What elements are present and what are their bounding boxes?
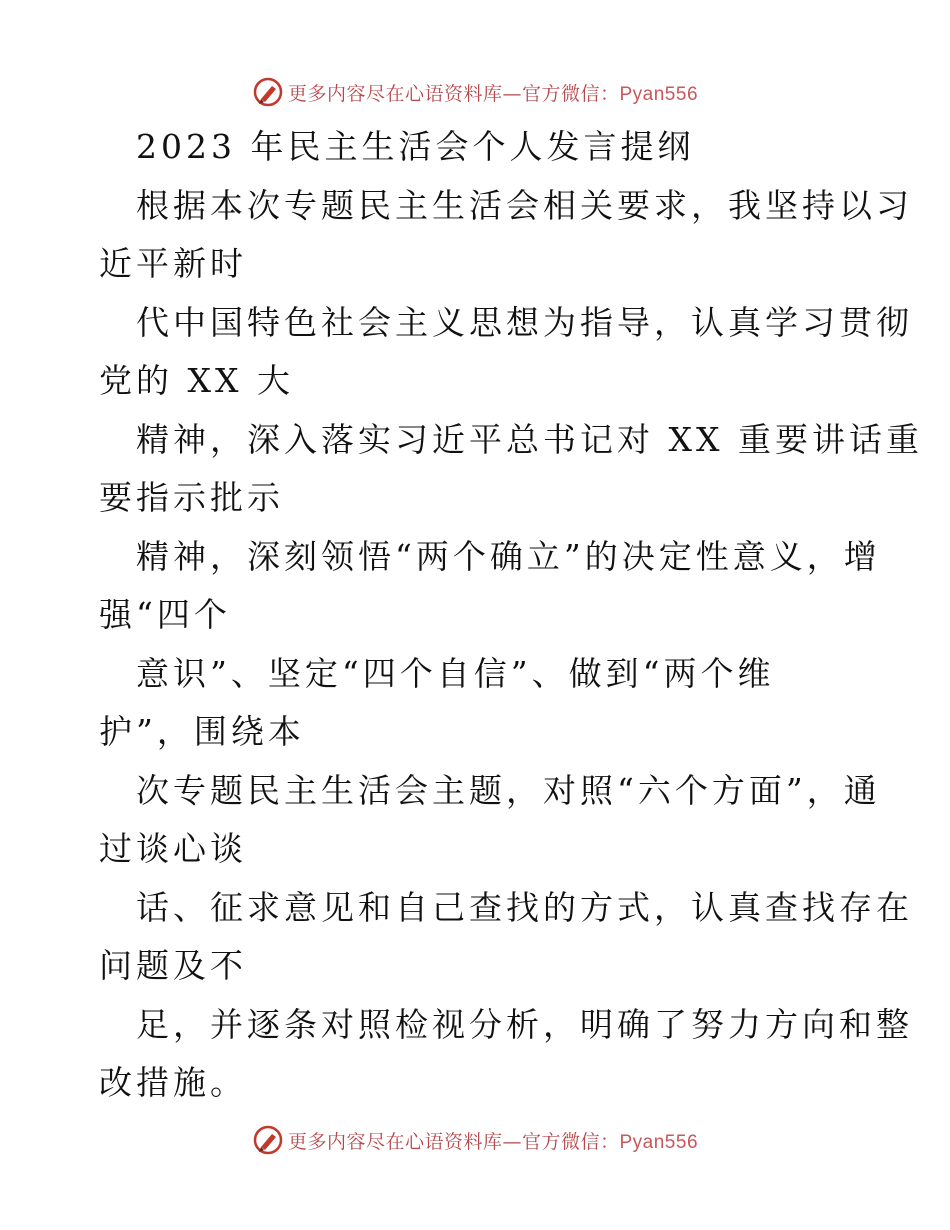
paragraph-line: 改措施。 [99, 1063, 247, 1102]
paragraph-line: 问题及不 [99, 946, 247, 985]
paragraph-line: 意识”、坚定“四个自信”、做到“两个维 [136, 653, 775, 693]
paragraph-line: 话、征求意见和自己查找的方式，认真查找存在 [136, 887, 913, 927]
paragraph-line: 精神，深入落实习近平总书记对 XX 重要讲话重 [136, 419, 923, 459]
header-banner [0, 72, 950, 112]
paragraph-line: 代中国特色社会主义思想为指导，认真学习贯彻 [136, 302, 913, 342]
document-title: 2023 年民主生活会个人发言提纲 [136, 127, 695, 166]
paragraph-line: 足，并逐条对照检视分析，明确了努力方向和整 [136, 1004, 913, 1044]
pen-logo-icon [252, 1124, 284, 1156]
paragraph-line: 根据本次专题民主生活会相关要求，我坚持以习 [136, 185, 913, 225]
footer-banner-text: 更多内容尽在心语资料库—官方微信：Pyan556 [287, 1130, 699, 1153]
paragraph-line: 过谈心谈 [99, 829, 247, 868]
paragraph-line: 护”，围绕本 [99, 712, 305, 751]
paragraph-line: 党的 XX 大 [99, 361, 294, 400]
paragraph-line: 精神，深刻领悟“两个确立”的决定性意义，增 [136, 536, 881, 576]
document-body [99, 118, 923, 1113]
footer-wechat-id: Pyan556 [619, 1131, 699, 1153]
paragraph-line: 次专题民主生活会主题，对照“六个方面”，通 [136, 770, 881, 810]
footer-banner [0, 1120, 950, 1160]
pen-logo-icon [252, 76, 284, 108]
header-wechat-id: Pyan556 [619, 83, 699, 105]
paragraph-line: 强“四个 [99, 595, 231, 634]
paragraph-line: 近平新时 [99, 244, 247, 283]
header-banner-text: 更多内容尽在心语资料库—官方微信：Pyan556 [287, 82, 699, 105]
paragraph-line: 要指示批示 [99, 478, 284, 517]
